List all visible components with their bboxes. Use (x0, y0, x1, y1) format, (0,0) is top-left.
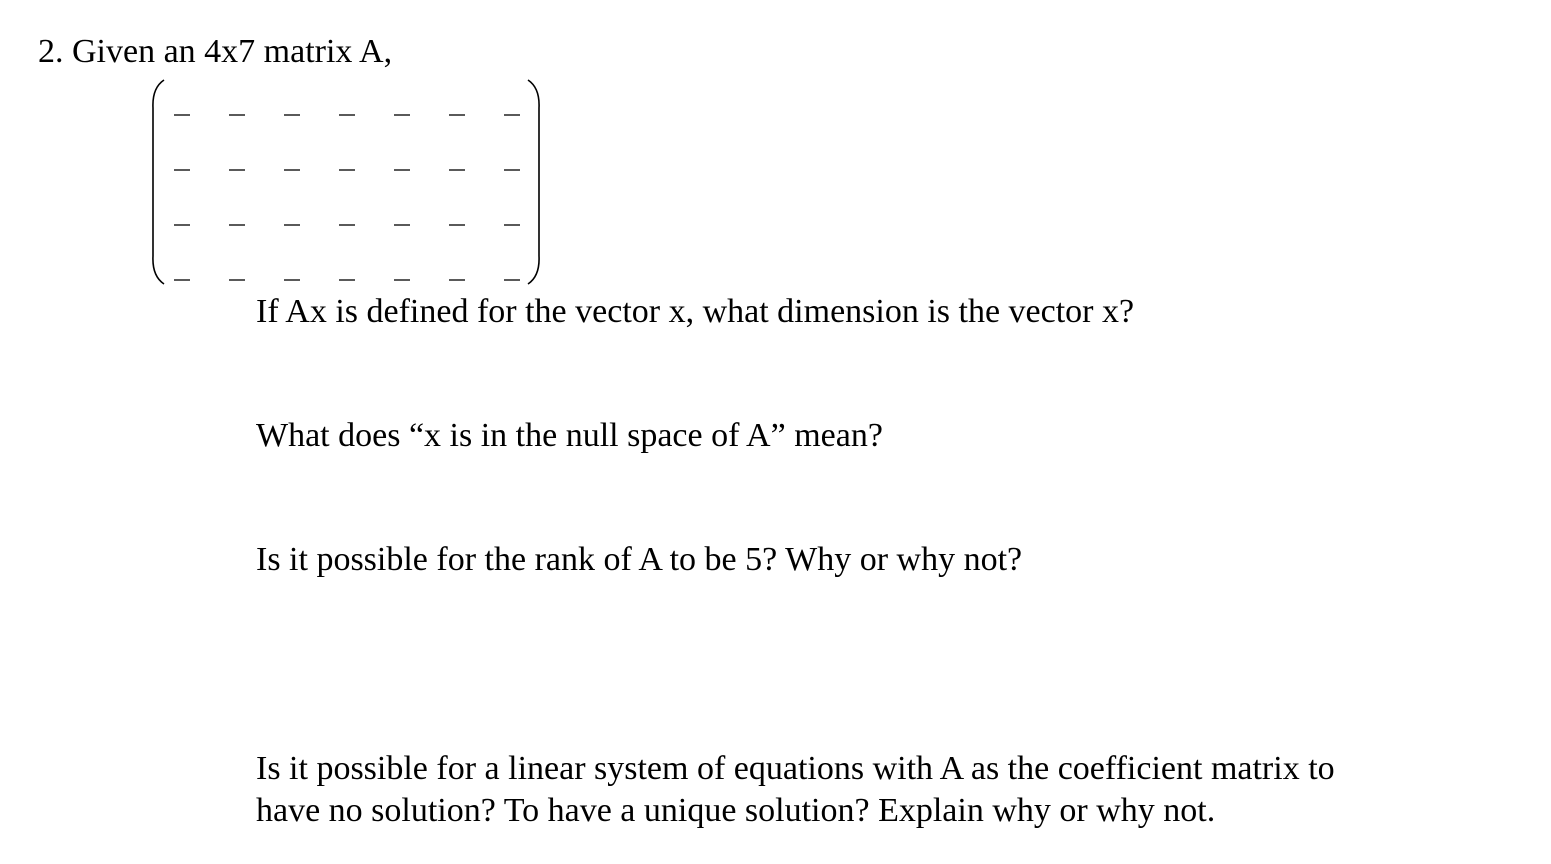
question-solutions (256, 748, 1335, 832)
left-parenthesis (153, 80, 164, 284)
matrix-svg (148, 78, 544, 286)
question-line: If Ax is defined for the vector x, what dimension is the vector x? (256, 293, 1135, 330)
question-vector-dimension (256, 291, 1134, 333)
question-line: have no solution? To have a unique solution? Explain why or why not. (256, 792, 1216, 829)
question-null-space (256, 415, 883, 457)
matrix-entries (174, 115, 520, 280)
question-rank (256, 539, 1022, 581)
question-line: Is it possible for a linear system of equations with A as the coefficient matrix to (256, 750, 1335, 787)
matrix-a (148, 78, 544, 286)
question-line: Is it possible for the rank of A to be 5? Why or why not? (256, 541, 1023, 578)
problem-heading: 2. Given an 4x7 matrix A, (38, 33, 393, 70)
question-line: What does “x is in the null space of A” mean? (256, 417, 883, 454)
right-parenthesis (528, 80, 539, 284)
